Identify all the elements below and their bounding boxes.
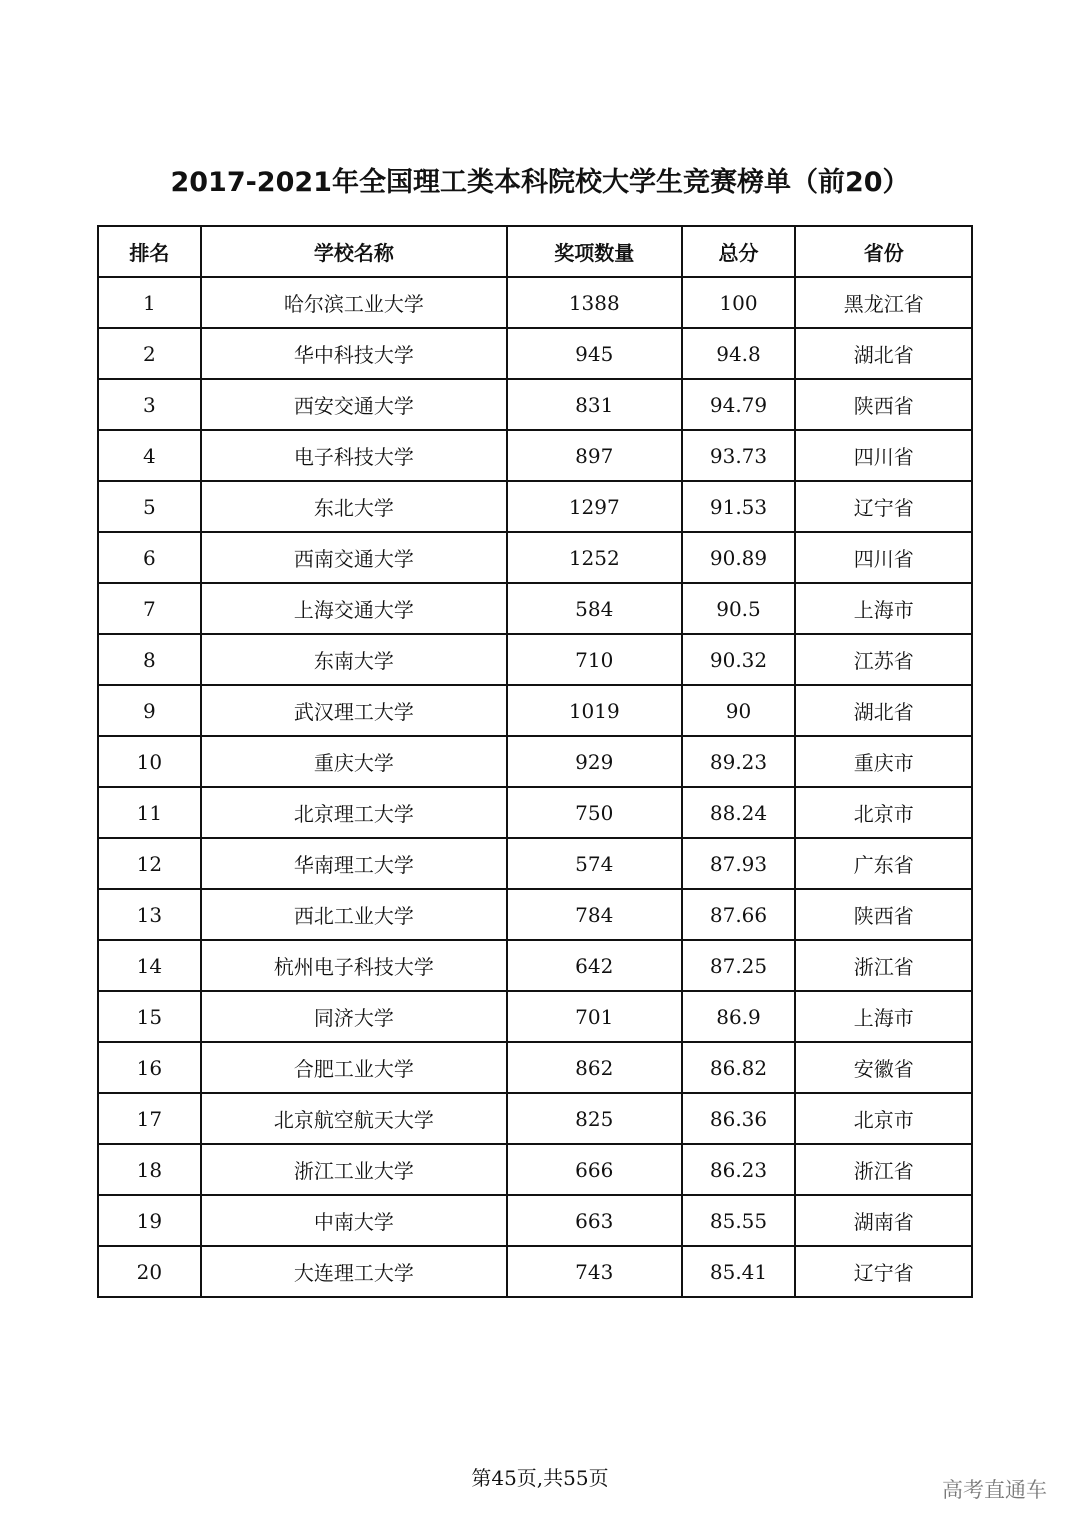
cell-total-score: 89.23	[682, 736, 796, 787]
cell-province: 陕西省	[795, 379, 972, 430]
cell-total-score: 90.89	[682, 532, 796, 583]
cell-award-count: 831	[507, 379, 682, 430]
table-row	[98, 787, 972, 838]
cell-province: 上海市	[795, 991, 972, 1042]
cell-province: 黑龙江省	[795, 277, 972, 328]
cell-award-count: 1297	[507, 481, 682, 532]
cell-total-score: 100	[682, 277, 796, 328]
cell-province: 广东省	[795, 838, 972, 889]
cell-award-count: 663	[507, 1195, 682, 1246]
cell-total-score: 87.25	[682, 940, 796, 991]
cell-school-name: 中南大学	[201, 1195, 507, 1246]
cell-total-score: 90	[682, 685, 796, 736]
cell-total-score: 86.9	[682, 991, 796, 1042]
ranking-table	[97, 225, 973, 1298]
cell-province: 上海市	[795, 583, 972, 634]
cell-award-count: 710	[507, 634, 682, 685]
cell-rank: 13	[98, 889, 201, 940]
cell-award-count: 897	[507, 430, 682, 481]
cell-rank: 20	[98, 1246, 201, 1297]
cell-province: 江苏省	[795, 634, 972, 685]
cell-award-count: 945	[507, 328, 682, 379]
cell-province: 辽宁省	[795, 481, 972, 532]
cell-province: 浙江省	[795, 1144, 972, 1195]
table-header-row	[98, 226, 972, 277]
cell-rank: 17	[98, 1093, 201, 1144]
cell-total-score: 86.23	[682, 1144, 796, 1195]
cell-award-count: 784	[507, 889, 682, 940]
cell-school-name: 西安交通大学	[201, 379, 507, 430]
cell-rank: 3	[98, 379, 201, 430]
cell-rank: 18	[98, 1144, 201, 1195]
cell-award-count: 642	[507, 940, 682, 991]
cell-award-count: 584	[507, 583, 682, 634]
table-row	[98, 838, 972, 889]
cell-province: 北京市	[795, 787, 972, 838]
cell-province: 湖北省	[795, 685, 972, 736]
table-row	[98, 1144, 972, 1195]
table-row	[98, 991, 972, 1042]
cell-award-count: 666	[507, 1144, 682, 1195]
table-row	[98, 1042, 972, 1093]
cell-school-name: 哈尔滨工业大学	[201, 277, 507, 328]
column-header-province: 省份	[795, 226, 972, 277]
cell-province: 四川省	[795, 532, 972, 583]
cell-rank: 10	[98, 736, 201, 787]
cell-rank: 9	[98, 685, 201, 736]
cell-rank: 4	[98, 430, 201, 481]
table-row	[98, 1195, 972, 1246]
cell-school-name: 杭州电子科技大学	[201, 940, 507, 991]
table-row	[98, 1246, 972, 1297]
table-row	[98, 379, 972, 430]
cell-school-name: 西北工业大学	[201, 889, 507, 940]
cell-school-name: 同济大学	[201, 991, 507, 1042]
cell-total-score: 87.93	[682, 838, 796, 889]
table-row	[98, 583, 972, 634]
watermark: 高考直通车	[942, 1478, 1047, 1502]
cell-rank: 14	[98, 940, 201, 991]
cell-award-count: 825	[507, 1093, 682, 1144]
cell-total-score: 86.82	[682, 1042, 796, 1093]
cell-province: 辽宁省	[795, 1246, 972, 1297]
cell-school-name: 华南理工大学	[201, 838, 507, 889]
cell-school-name: 东北大学	[201, 481, 507, 532]
cell-rank: 15	[98, 991, 201, 1042]
cell-rank: 12	[98, 838, 201, 889]
cell-award-count: 929	[507, 736, 682, 787]
cell-school-name: 北京理工大学	[201, 787, 507, 838]
cell-rank: 6	[98, 532, 201, 583]
cell-school-name: 武汉理工大学	[201, 685, 507, 736]
page-title: 2017-2021年全国理工类本科院校大学生竞赛榜单（前20）	[170, 167, 910, 198]
cell-school-name: 北京航空航天大学	[201, 1093, 507, 1144]
cell-school-name: 华中科技大学	[201, 328, 507, 379]
column-header-school-name: 学校名称	[201, 226, 507, 277]
cell-province: 湖南省	[795, 1195, 972, 1246]
cell-province: 湖北省	[795, 328, 972, 379]
table-row	[98, 685, 972, 736]
cell-rank: 2	[98, 328, 201, 379]
table-row	[98, 532, 972, 583]
cell-school-name: 浙江工业大学	[201, 1144, 507, 1195]
cell-rank: 16	[98, 1042, 201, 1093]
cell-school-name: 电子科技大学	[201, 430, 507, 481]
table-row	[98, 940, 972, 991]
cell-total-score: 90.5	[682, 583, 796, 634]
table-row	[98, 328, 972, 379]
table-row	[98, 889, 972, 940]
cell-total-score: 94.8	[682, 328, 796, 379]
cell-total-score: 85.41	[682, 1246, 796, 1297]
cell-total-score: 85.55	[682, 1195, 796, 1246]
cell-school-name: 上海交通大学	[201, 583, 507, 634]
cell-school-name: 西南交通大学	[201, 532, 507, 583]
cell-rank: 19	[98, 1195, 201, 1246]
cell-school-name: 大连理工大学	[201, 1246, 507, 1297]
table-row	[98, 634, 972, 685]
cell-rank: 8	[98, 634, 201, 685]
cell-total-score: 88.24	[682, 787, 796, 838]
cell-province: 北京市	[795, 1093, 972, 1144]
cell-total-score: 93.73	[682, 430, 796, 481]
column-header-award-count: 奖项数量	[507, 226, 682, 277]
page-number: 第45页,共55页	[471, 1466, 609, 1490]
cell-total-score: 86.36	[682, 1093, 796, 1144]
cell-award-count: 1388	[507, 277, 682, 328]
cell-award-count: 1252	[507, 532, 682, 583]
cell-school-name: 合肥工业大学	[201, 1042, 507, 1093]
table-row	[98, 430, 972, 481]
cell-province: 四川省	[795, 430, 972, 481]
cell-award-count: 862	[507, 1042, 682, 1093]
cell-total-score: 90.32	[682, 634, 796, 685]
cell-rank: 7	[98, 583, 201, 634]
cell-province: 浙江省	[795, 940, 972, 991]
cell-province: 重庆市	[795, 736, 972, 787]
table-row	[98, 481, 972, 532]
column-header-rank: 排名	[98, 226, 201, 277]
cell-rank: 1	[98, 277, 201, 328]
cell-school-name: 重庆大学	[201, 736, 507, 787]
table-row	[98, 277, 972, 328]
cell-award-count: 1019	[507, 685, 682, 736]
cell-school-name: 东南大学	[201, 634, 507, 685]
cell-total-score: 94.79	[682, 379, 796, 430]
column-header-total-score: 总分	[682, 226, 796, 277]
cell-province: 陕西省	[795, 889, 972, 940]
cell-total-score: 91.53	[682, 481, 796, 532]
cell-rank: 5	[98, 481, 201, 532]
cell-province: 安徽省	[795, 1042, 972, 1093]
cell-award-count: 750	[507, 787, 682, 838]
cell-award-count: 701	[507, 991, 682, 1042]
cell-award-count: 574	[507, 838, 682, 889]
cell-rank: 11	[98, 787, 201, 838]
table-row	[98, 736, 972, 787]
cell-total-score: 87.66	[682, 889, 796, 940]
table-row	[98, 1093, 972, 1144]
cell-award-count: 743	[507, 1246, 682, 1297]
